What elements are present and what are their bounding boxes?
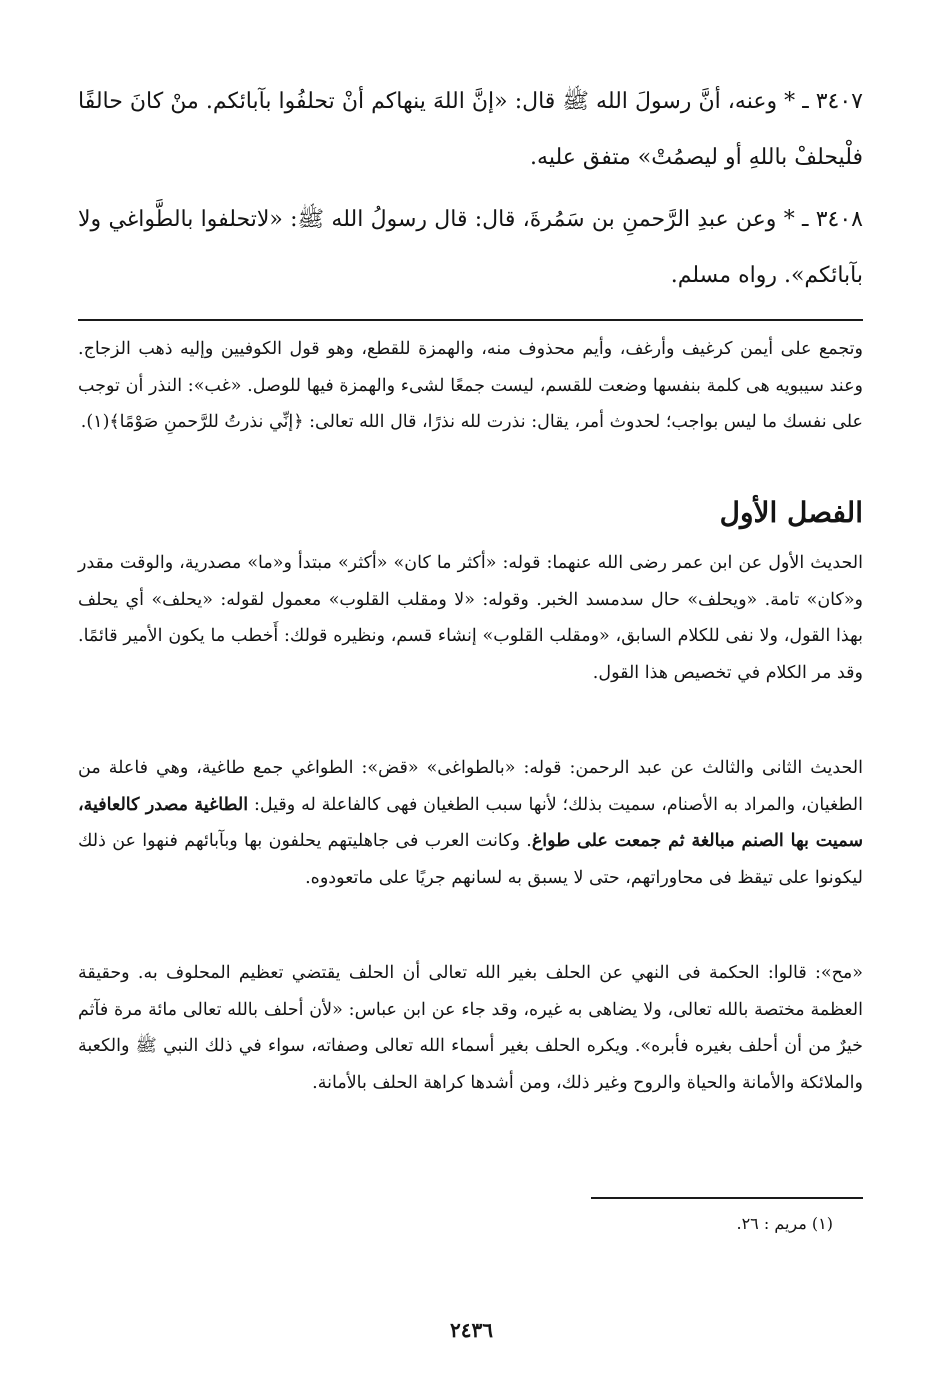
commentary-paragraph-2 [78,750,863,896]
footnote-rule [591,1197,863,1199]
commentary-paragraph-3: «مح»: قالوا: الحكمة فى النهي عن الحلف بغير الله تعالى أن الحلف يقتضي تعظيم المحلوف به. وحقيقة العظمة مختصة بالله تعالى، ولا يضاهى به غيره، وقد جاء عن ابن عباس: «لأن أحلف بالله تعالى مائة مرة فآثم خيرٌ من أن أحلف بغيره فأبره». ويكره الحلف بغير أسماء الله تعالى وصفاته، سواء في ذلك النبي ﷺ والكعبة والملائكة والأمانة والحياة والروح وغير ذلك، ومن أشدها كراهة الحلف بالأمانة. [78,963,863,1093]
hadith-3407: ٣٤٠٧ ـ * وعنه، أنَّ رسولَ الله ﷺ قال: «إنَّ اللهَ ينهاكم أنْ تحلفُوا بآبائكم. منْ كانَ حالفًا فلْيحلفْ باللهِ أو ليصمُتْ» متفق عليه. [78,89,863,170]
footnote: (١) مريم : ٢٦. [736,1214,833,1233]
page-number: ٢٤٣٦ [450,1318,493,1342]
commentary-bold-phrase: الطاغية مصدر كالعافية، سميت بها الصنم مبالغة ثم جمعت على طواغ [78,794,863,851]
separator-rule [78,319,863,321]
intro-commentary: وتجمع على أيمن كرغيف وأرغف، وأيم محذوف منه، والهمزة للقطع، وهو قول الكوفيين وإليه ذهب الزجاج. وعند سيبويه هى كلمة بنفسها وضعت للقسم، ليست جمعًا لشىء والهمزة فيها للوصل. «غب»: النذر أن توجب على نفسك ما ليس بواجب؛ لحدوث أمر، يقال: نذرت لله نذرًا، قال الله تعالى: ﴿إنِّي نذرتُ للرَّحمنِ صَوْمًا﴾(١). [78,339,863,432]
hadith-3408: ٣٤٠٨ ـ * وعن عبدِ الرَّحمنِ بن سَمُرةَ، قال: قال رسولُ الله ﷺ: «لاتحلفوا بالطَّواغي ولا بآبائكم». رواه مسلم. [78,207,863,288]
commentary-paragraph-2-end: . وكانت العرب فى جاهليتهم يحلفون بها وبآبائهم فنهوا عن ذلك ليكونوا على تيقظ فى محاوراتهم، حتى لا يسبق به لسانهم جريًا على ماتعودوه. [78,831,863,888]
commentary-paragraph-1: الحديث الأول عن ابن عمر رضى الله عنهما: قوله: «أكثر ما كان» «أكثر» مبتدأ و«ما» مصدرية، والوقت مقدر و«كان» تامة. «ويحلف» حال سدمسد الخبر. وقوله: «لا ومقلب القلوب» معمول لقوله: «يحلف» أي يحلف بهذا القول، ولا نفى للكلام السابق، «ومقلب القلوب» إنشاء قسم، ونظيره قولك: أَخطب ما يكون الأمير قائمًا. وقد مر الكلام في تخصيص هذا القول. [78,553,863,683]
commentary-paragraph-2-start: الحديث الثانى والثالث عن عبد الرحمن: قوله: «بالطواغى» «قض»: الطواغي جمع طاغية، وهي فاعلة من الطغيان، والمراد به الأصنام، سميت بذلك؛ لأنها سبب الطغيان فهى كالفاعلة له وقيل: [78,758,863,815]
section-title: الفصل الأول [719,496,863,529]
